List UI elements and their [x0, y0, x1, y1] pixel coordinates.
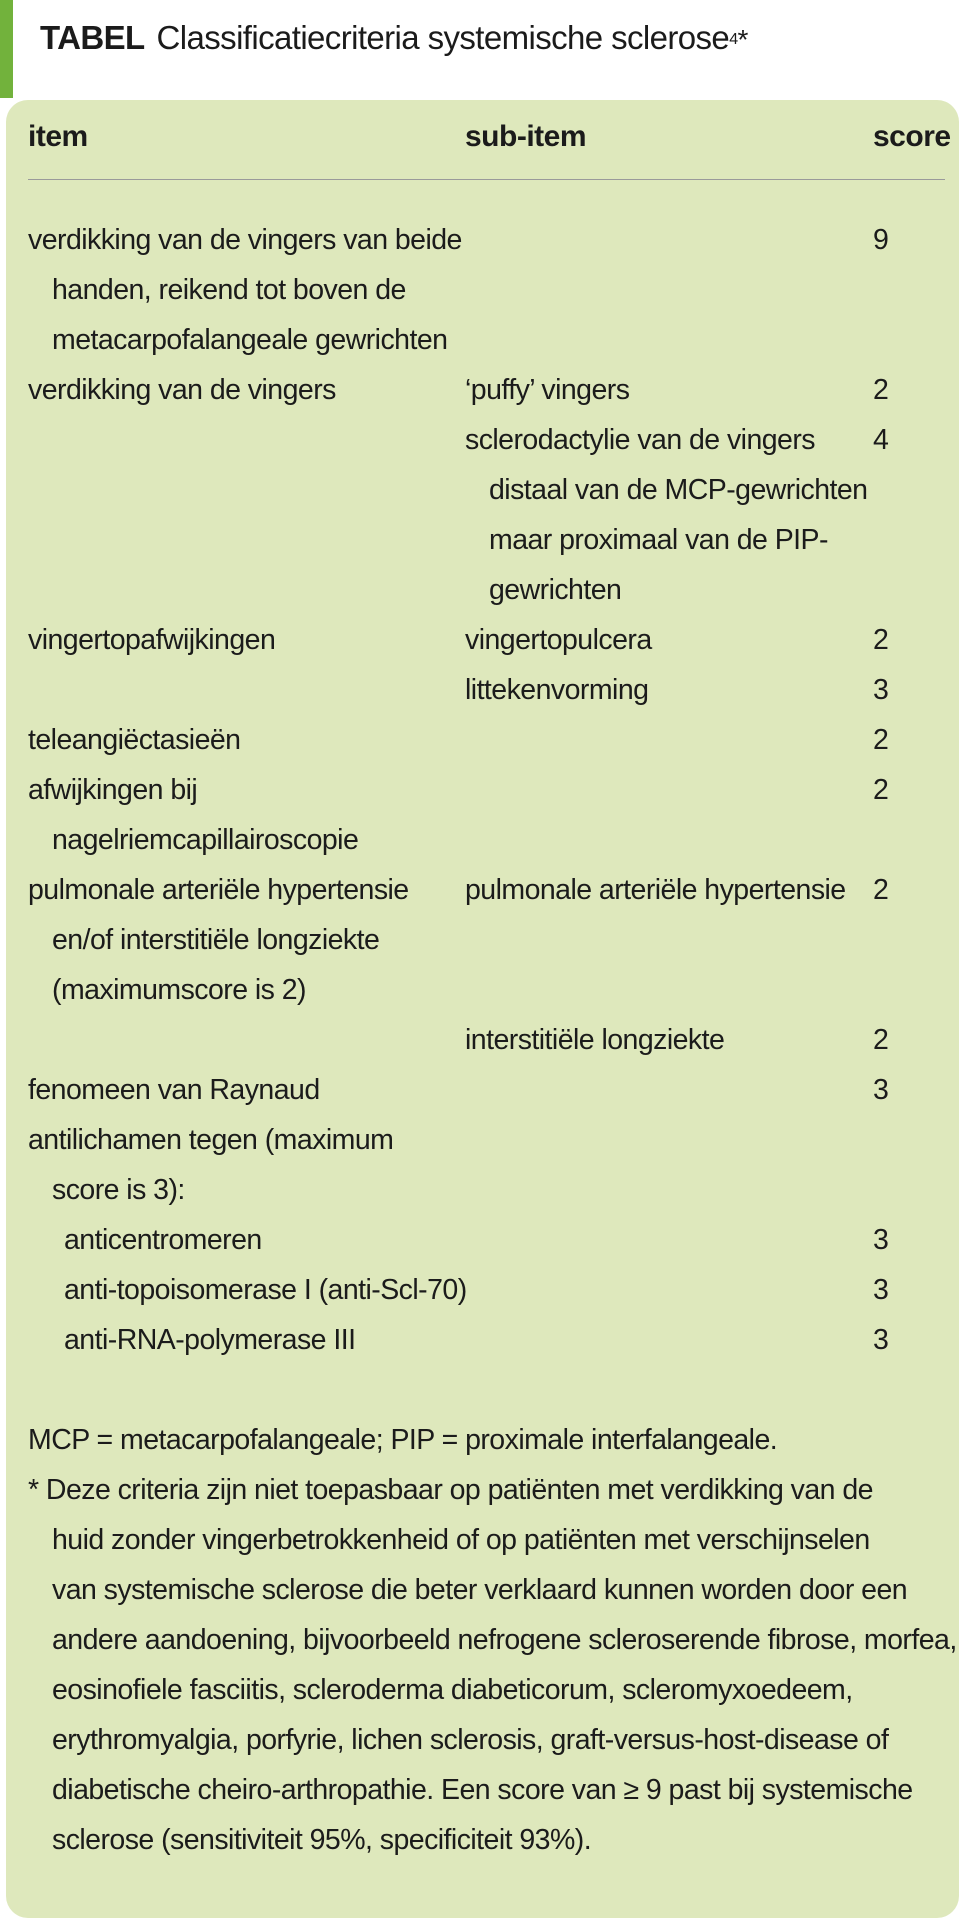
row-9-score: 2: [873, 1024, 889, 1056]
footnote-line-1: * Deze criteria zijn niet toepasbaar op patiënten met verdikking van de: [28, 1474, 873, 1506]
footnote-reference: 4: [729, 31, 738, 48]
row-4-sub-item-line-1: vingertopulcera: [465, 624, 652, 656]
title-accent-bar: [0, 0, 13, 98]
row-7-score: 2: [873, 774, 889, 806]
row-3-sub-item-line-2: distaal van de MCP-gewrichten: [489, 474, 868, 506]
abbreviations-note: MCP = metacarpofalangeale; PIP = proximale interfalangeale.: [28, 1424, 778, 1456]
row-13-score: 3: [873, 1274, 889, 1306]
row-13-item-line-1: anti-topoisomerase I (anti-Scl-70): [64, 1274, 467, 1306]
footnote-line-8: sclerose (sensitiviteit 95%, specificiteit 93%).: [52, 1824, 592, 1856]
row-7-item-line-1: afwijkingen bij: [28, 774, 198, 806]
row-2-score: 2: [873, 374, 889, 406]
footnote-line-7: diabetische cheiro-arthropathie. Een score van ≥ 9 past bij systemische: [52, 1774, 913, 1806]
row-6-item-line-1: teleangiëctasieën: [28, 724, 241, 756]
row-5-sub-item-line-1: littekenvorming: [465, 674, 649, 706]
header-item: item: [28, 120, 88, 153]
footnote-line-2: huid zonder vingerbetrokkenheid of op patiënten met verschijnselen: [52, 1524, 870, 1556]
row-3-sub-item-line-3: maar proximaal van de PIP-: [489, 524, 828, 556]
header-sub-item: sub-item: [465, 120, 587, 153]
row-11-item-line-1: antilichamen tegen (maximum: [28, 1124, 394, 1156]
row-8-item-line-3: (maximumscore is 2): [52, 974, 306, 1006]
row-9-sub-item-line-1: interstitiële longziekte: [465, 1024, 725, 1056]
row-10-score: 3: [873, 1074, 889, 1106]
row-2-item-line-1: verdikking van de vingers: [28, 374, 336, 406]
row-4-score: 2: [873, 624, 889, 656]
row-11-item-line-2: score is 3):: [52, 1174, 185, 1206]
row-2-sub-item-line-1: ‘puffy’ vingers: [465, 374, 630, 406]
row-4-item-line-1: vingertopafwijkingen: [28, 624, 276, 656]
row-8-score: 2: [873, 874, 889, 906]
title-bar: [0, 0, 959, 98]
header-score: score: [873, 120, 951, 153]
row-7-item-line-2: nagelriemcapillairoscopie: [52, 824, 359, 856]
row-1-item-line-3: metacarpofalangeale gewrichten: [52, 324, 448, 356]
table-title: [40, 18, 748, 60]
footnote-line-6: erythromyalgia, porfyrie, lichen sclerosis, graft-versus-host-disease of: [52, 1724, 889, 1756]
row-1-item-line-2: handen, reikend tot boven de: [52, 274, 406, 306]
table-title-text: Classificatiecriteria systemische sclerose: [156, 19, 730, 56]
footnote-line-3: van systemische sclerose die beter verklaard kunnen worden door een: [52, 1574, 908, 1606]
footnote-line-5: eosinofiele fasciitis, scleroderma diabeticorum, scleromyxoedeem,: [52, 1674, 853, 1706]
row-5-score: 3: [873, 674, 889, 706]
header-divider: [28, 179, 945, 180]
row-12-item-line-1: anticentromeren: [64, 1224, 262, 1256]
row-3-sub-item-line-4: gewrichten: [489, 574, 622, 606]
row-3-score: 4: [873, 424, 889, 456]
row-6-score: 2: [873, 724, 889, 756]
row-1-score: 9: [873, 224, 889, 256]
row-14-item-line-1: anti-RNA-polymerase III: [64, 1324, 356, 1356]
footnote-line-4: andere aandoening, bijvoorbeeld nefrogene scleroserende fibrose, morfea,: [52, 1624, 957, 1656]
row-10-item-line-1: fenomeen van Raynaud: [28, 1074, 320, 1106]
row-8-item-line-1: pulmonale arteriële hypertensie: [28, 874, 409, 906]
row-12-score: 3: [873, 1224, 889, 1256]
title-asterisk: *: [737, 24, 748, 55]
row-1-item-line-1: verdikking van de vingers van beide: [28, 224, 462, 256]
row-8-item-line-2: en/of interstitiële longziekte: [52, 924, 380, 956]
row-3-sub-item-line-1: sclerodactylie van de vingers: [465, 424, 815, 456]
row-8-sub-item-line-1: pulmonale arteriële hypertensie: [465, 874, 846, 906]
row-14-score: 3: [873, 1324, 889, 1356]
table-label: TABEL: [40, 19, 145, 56]
